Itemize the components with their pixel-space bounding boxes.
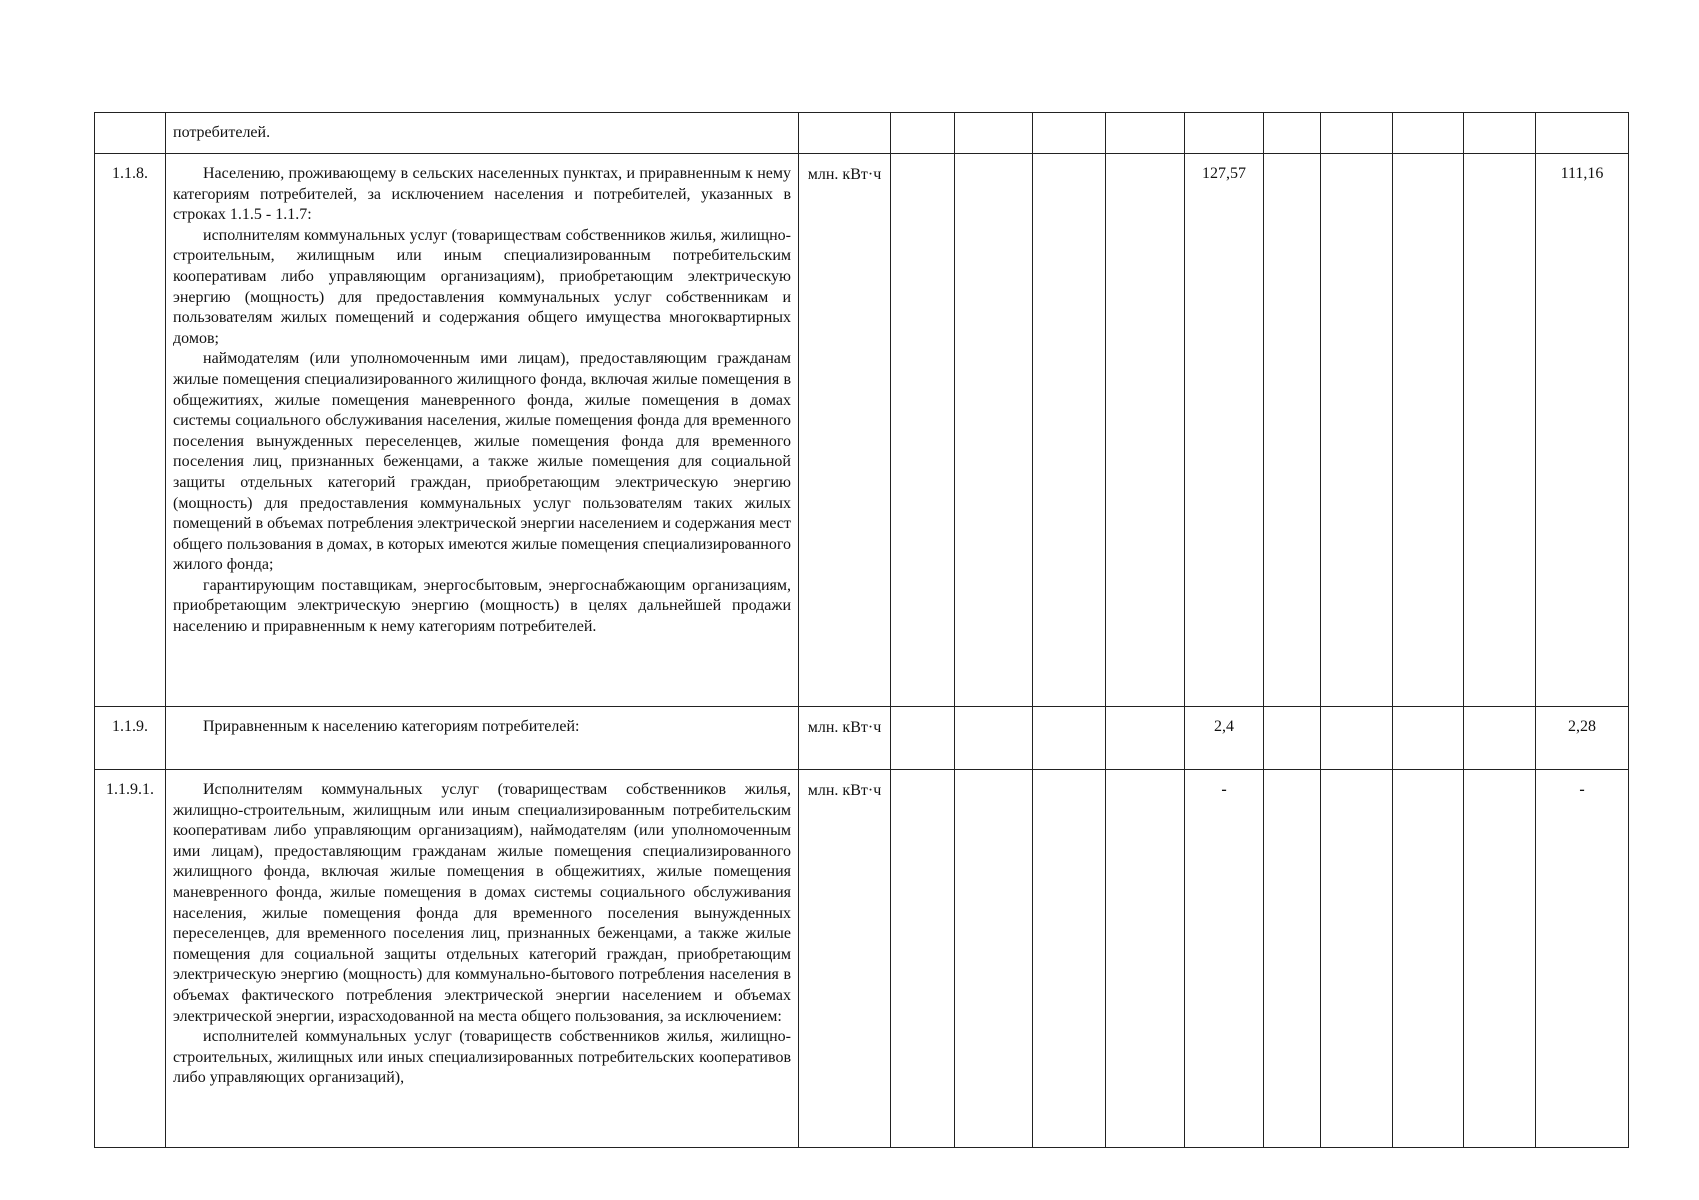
value-cell: [1033, 113, 1106, 154]
description-paragraph: исполнителей коммунальных услуг (товариществ собственников жилья, жилищно-строительных, жилищных или иных специализированных потребительских кооперативов либо управляющих организаций),: [173, 1028, 791, 1087]
row-number: 1.1.9.1.: [95, 770, 166, 1148]
value-cell: 127,57: [1185, 154, 1264, 707]
value-cell: [1464, 154, 1536, 707]
unit-cell: млн. кВт·ч: [799, 154, 891, 707]
value-cell: [1464, 707, 1536, 770]
value-cell: 2,4: [1185, 707, 1264, 770]
value-cell: [1185, 113, 1264, 154]
description-paragraph: наймодателям (или уполномоченным ими лицам), предоставляющим гражданам жилые помещения специализированного жилищного фонда, включая жилые помещения в общежитиях, жилые помещения маневренного фонда, жилые помещения в домах системы социального обслуживания населения, жилые помещения фонда для временного поселения вынужденных переселенцев, жилые помещения фонда для временного поселения лиц, признанных беженцами, а также жилые помещения для социальной защиты отдельных категорий граждан, приобретающим электрическую энергию (мощность) для предоставления коммунальных услуг пользователям таких жилых помещений в объемах потребления электрической энергии населением и содержания мест общего пользования в домах, в которых имеются жилые помещения специализированного жилого фонда;: [173, 350, 792, 574]
row-number: [95, 113, 166, 154]
description-paragraph: потребителей.: [173, 124, 271, 141]
value-cell: [1393, 154, 1464, 707]
value-cell: [1106, 707, 1185, 770]
value-cell: [1321, 113, 1393, 154]
value-cell: [891, 154, 955, 707]
row-number: 1.1.9.: [95, 707, 166, 770]
value-cell: [891, 707, 955, 770]
value-cell: -: [1536, 770, 1629, 1148]
unit-cell: млн. кВт·ч: [799, 707, 891, 770]
value-cell: [1321, 770, 1393, 1148]
value-cell: [1033, 154, 1106, 707]
value-cell: [955, 154, 1033, 707]
value-cell: 111,16: [1536, 154, 1629, 707]
unit-cell: [799, 113, 891, 154]
row-number: 1.1.8.: [95, 154, 166, 707]
description-paragraph: исполнителям коммунальных услуг (товариществам собственников жилья, жилищно-строительным, жилищным или иным специализированным потребительским кооперативам либо управляющим организациям), приобретающим электрическую энергию (мощность) для предоставления коммунальных услуг собственникам и пользователям жилых помещений и содержания общего имущества многоквартирных домов;: [173, 226, 791, 347]
row-description: [166, 770, 799, 1148]
value-cell: [955, 113, 1033, 154]
table-row: [95, 707, 1629, 770]
value-cell: [1264, 770, 1321, 1148]
row-description: [166, 154, 799, 707]
value-cell: [1106, 770, 1185, 1148]
description-paragraph: Исполнителям коммунальных услуг (товариществам собственников жилья, жилищно-строительным, жилищным или иным специализированным потребительским кооперативам либо управляющим организациям), наймодателям (или уполномоченным ими лицам), предоставляющим гражданам жилые помещения специализированного жилищного фонда, включая жилые помещения в общежитиях, жилые помещения маневренного фонда, жилые помещения в домах системы социального обслуживания населения, жилые помещения фонда для временного поселения вынужденных переселенцев, для временного поселения лиц, признанных беженцами, а также жилые помещения для социальной защиты отдельных категорий граждан, приобретающим электрическую энергию (мощность) для коммунально-бытового потребления населения в объемах фактического потребления электрической энергии населением и объемах электрической энергии, израсходованной на места общего пользования, за исключением:: [173, 781, 791, 1025]
table-row: [95, 154, 1629, 707]
row-description: [166, 707, 799, 770]
value-cell: [1536, 113, 1629, 154]
value-cell: [1393, 113, 1464, 154]
value-cell: [1464, 113, 1536, 154]
value-cell: [1264, 154, 1321, 707]
value-cell: [955, 770, 1033, 1148]
description-paragraph: гарантирующим поставщикам, энергосбытовым, энергоснабжающим организациям, приобретающим электрическую энергию (мощность) в целях дальнейшей продажи населению и приравненным к нему категориям потребителей.: [173, 576, 791, 636]
description-paragraph: Приравненным к населению категориям потребителей:: [203, 718, 580, 735]
tariff-table: [94, 112, 1629, 1148]
table-row: [95, 770, 1629, 1148]
unit-cell: млн. кВт·ч: [799, 770, 891, 1148]
value-cell: [1033, 707, 1106, 770]
value-cell: [1321, 154, 1393, 707]
value-cell: [1033, 770, 1106, 1148]
value-cell: [1393, 707, 1464, 770]
value-cell: [891, 770, 955, 1148]
value-cell: [1264, 113, 1321, 154]
value-cell: [1393, 770, 1464, 1148]
value-cell: 2,28: [1536, 707, 1629, 770]
value-cell: [955, 707, 1033, 770]
value-cell: [1106, 113, 1185, 154]
description-paragraph: Населению, проживающему в сельских населенных пунктах, и приравненным к нему категориям потребителей, за исключением населения и потребителей, указанных в строках 1.1.5 - 1.1.7:: [173, 165, 791, 224]
value-cell: [1464, 770, 1536, 1148]
value-cell: [1106, 154, 1185, 707]
row-description: [166, 113, 799, 154]
table-row: [95, 113, 1629, 154]
value-cell: -: [1185, 770, 1264, 1148]
value-cell: [891, 113, 955, 154]
value-cell: [1321, 707, 1393, 770]
value-cell: [1264, 707, 1321, 770]
